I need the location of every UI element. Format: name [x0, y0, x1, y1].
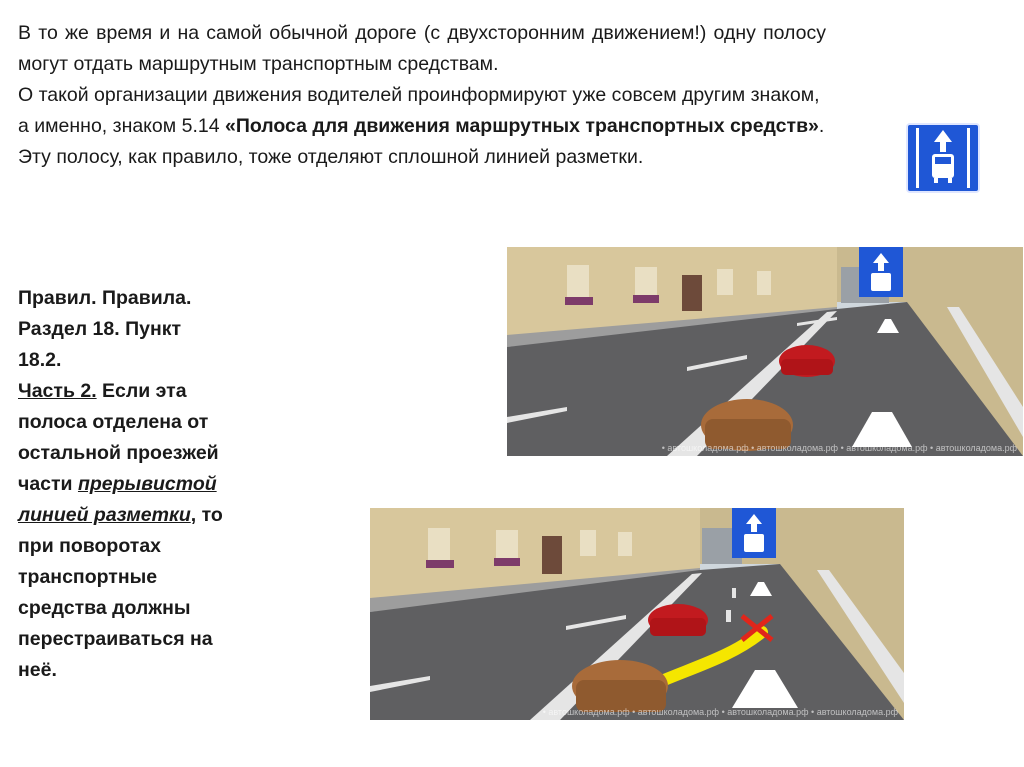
rule-title-1: Правил. Правила.	[18, 287, 192, 309]
watermark: • автошколадома.рф • автошколадома.рф • автошколадома.рф • автошколадома.рф	[661, 443, 1017, 453]
intro-paragraph-2-start: О такой организации движения водителей проинформируют уже совсем другим знаком, а именно, знаком 5.14	[18, 84, 820, 137]
illustration-dashed-line	[370, 508, 904, 720]
watermark-2: • автошколадома.рф • автошколадома.рф • автошколадома.рф • автошколадома.рф	[542, 707, 898, 717]
sign-name: «Полоса для движения маршрутных транспортных средств»	[224, 115, 819, 137]
rule-title-3: 18.2.	[18, 349, 62, 371]
intro-paragraph-1: В то же время и на самой обычной дороге (с двухсторонним движением!) одну полосу могут отдать маршрутным транспортным средствам.	[18, 22, 826, 75]
intro-text	[18, 18, 826, 173]
rule-text-dashed-line: прерывистой линией разметки	[18, 473, 217, 526]
rule-text	[18, 376, 246, 686]
bus-lane-sign-icon	[905, 122, 981, 194]
intro-paragraph-3: Эту полосу, как правило, тоже отделяют сплошной линией разметки.	[18, 146, 644, 168]
rule-part-label: Часть 2.	[18, 380, 97, 402]
rule-block	[18, 283, 246, 686]
rule-text-a: Если эта полоса отделена от остальной проезжей части	[18, 380, 219, 495]
rule-title-2: Раздел 18. Пункт	[18, 318, 182, 340]
intro-paragraph-2-end: .	[818, 115, 825, 137]
road-scene-image	[507, 247, 1023, 456]
road-scene-turn-image	[370, 508, 904, 720]
rule-text-c: , то при поворотах транспортные средства должны перестраиваться на неё.	[18, 504, 223, 681]
illustration-solid-line	[507, 247, 1023, 456]
intro-paragraph-2	[18, 80, 826, 142]
